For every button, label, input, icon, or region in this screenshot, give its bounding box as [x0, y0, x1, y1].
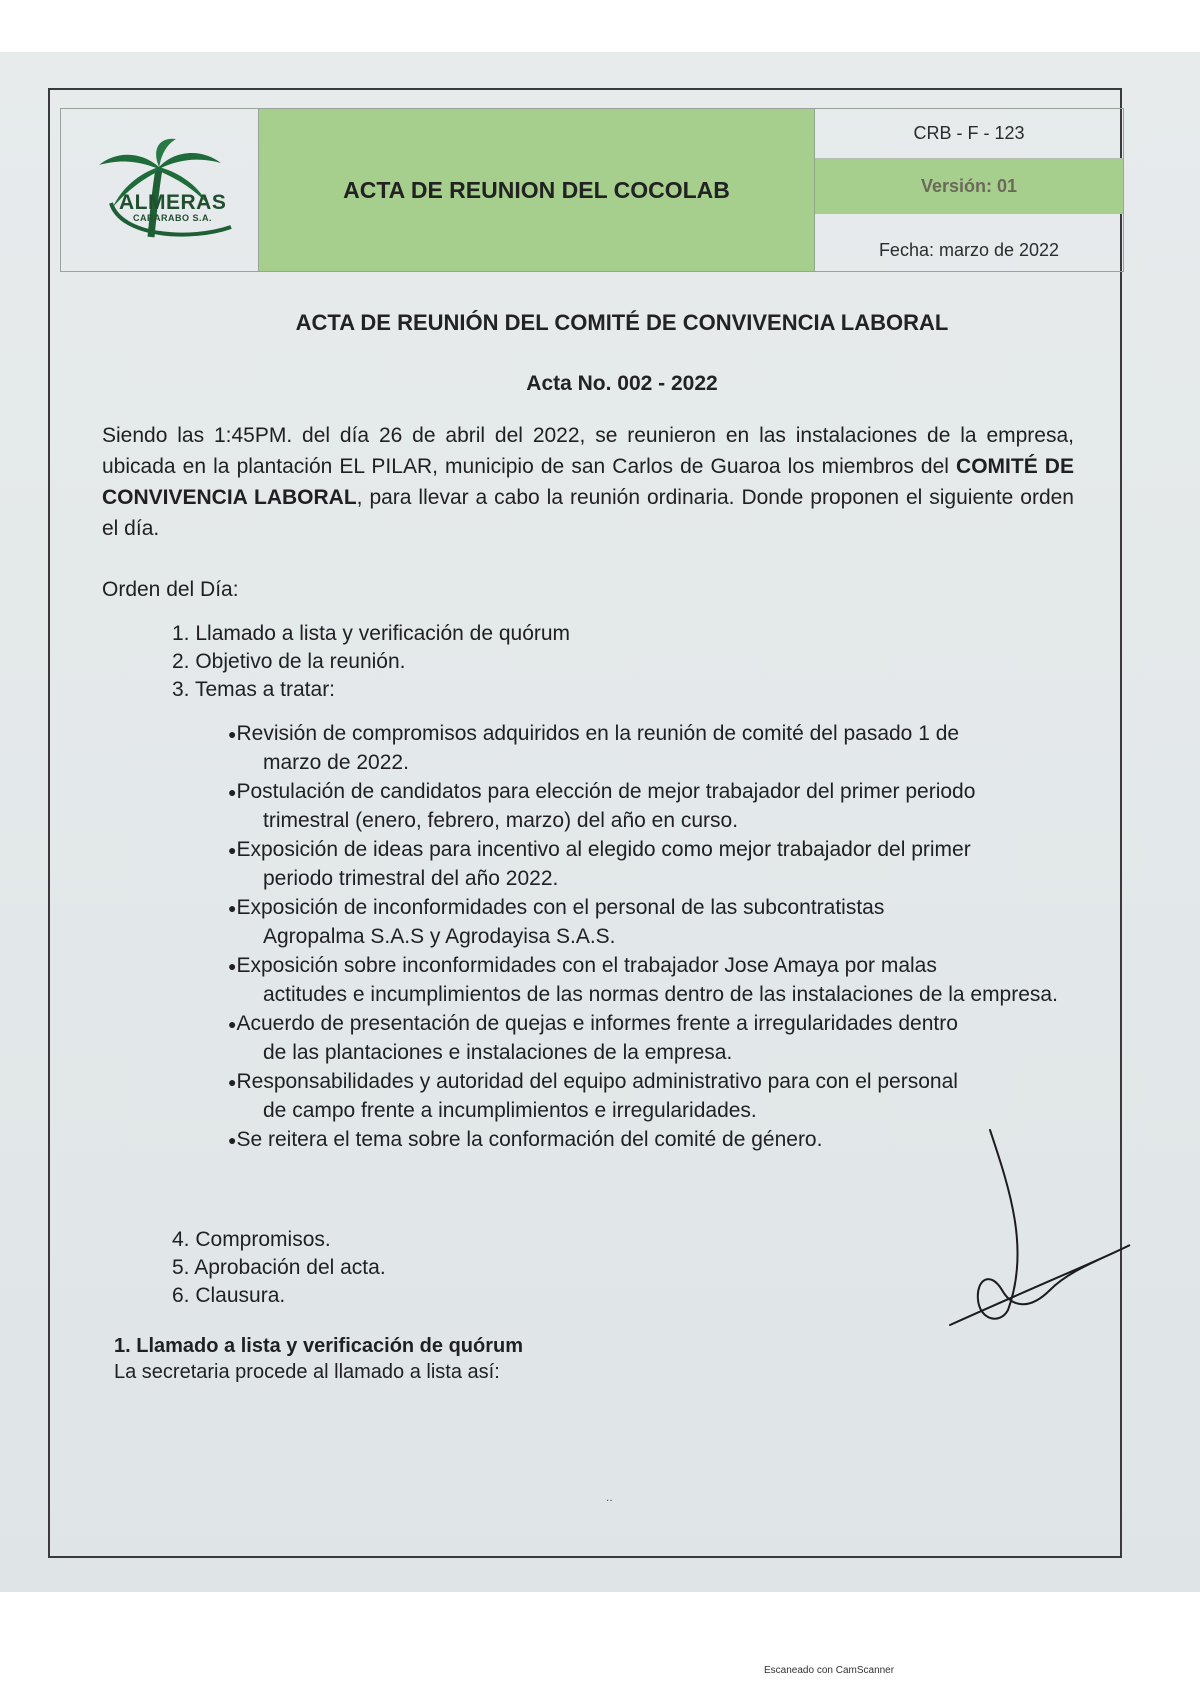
topic-item: ●Postulación de candidatos para elección de mejor trabajador del primer periodo trimestral (enero, febrero, marzo) del año en curso. [228, 780, 976, 832]
company-logo [61, 109, 259, 271]
agenda-item: 1. Llamado a lista y verificación de quórum [172, 622, 571, 645]
intro-paragraph [102, 420, 1074, 544]
document-date: Fecha: marzo de 2022 [815, 213, 1123, 271]
header-meta [815, 109, 1123, 271]
intro-text-2: , para llevar a cabo la reunión ordinaria. Donde proponen el siguiente orden el día. [102, 486, 1074, 540]
topic-item: ●Exposición de inconformidades con el personal de las subcontratistas Agropalma S.A.S y Agrodayisa S.A.S. [228, 896, 885, 948]
agenda-item: 3. Temas a tratar: [172, 678, 336, 701]
section-text: La secretaria procede al llamado a lista así: [114, 1361, 500, 1383]
logo-subtitle: CARARABO S.A. [133, 213, 213, 223]
logo-wordmark: ALMERAS [119, 191, 227, 214]
header-title-cell [259, 109, 815, 271]
intro-text-1: Siendo las 1:45PM. del día 26 de abril del 2022, se reunieron en las instalaciones de la empresa, ubicada en la plantación EL PILAR, municipio de san Carlos de Guaroa los miembros del [102, 424, 1074, 478]
signature-mark [930, 1120, 1140, 1340]
agenda-label: Orden del Día: [102, 578, 239, 601]
intro-committee-name: COMITÉ DE CONVIVENCIA LABORAL [102, 455, 1074, 509]
agenda-item: 5. Aprobación del acta. [172, 1256, 386, 1279]
document-header [60, 108, 1124, 272]
acta-number: Acta No. 002 - 2022 [526, 372, 718, 395]
topic-item: ●Revisión de compromisos adquiridos en la reunión de comité del pasado 1 de marzo de 2022. [228, 722, 960, 774]
document-version: Versión: 01 [815, 159, 1123, 213]
topic-item: ●Responsabilidades y autoridad del equipo administrativo para con el personal de campo frente a incumplimientos e irregularidades. [228, 1070, 958, 1122]
scanner-footer: Escaneado con CamScanner [764, 1665, 895, 1676]
topics-list [228, 720, 1074, 1157]
agenda-item: 4. Compromisos. [172, 1228, 331, 1251]
agenda-item: 2. Objetivo de la reunión. [172, 650, 406, 673]
topic-item: ●Exposición sobre inconformidades con el trabajador Jose Amaya por malas actitudes e incumplimientos de las normas dentro de las instalaciones de la empresa. [228, 954, 1058, 1006]
page-dots: .. [606, 1490, 613, 1504]
page-title: ACTA DE REUNIÓN DEL COMITÉ DE CONVIVENCIA LABORAL [295, 310, 949, 335]
section-heading: 1. Llamado a lista y verificación de quórum [114, 1335, 524, 1357]
topic-item: ●Acuerdo de presentación de quejas e informes frente a irregularidades dentro de las plantaciones e instalaciones de la empresa. [228, 1012, 958, 1064]
header-title: ACTA DE REUNION DEL COCOLAB [343, 176, 730, 203]
document-code: CRB - F - 123 [815, 109, 1123, 159]
agenda-item: 6. Clausura. [172, 1284, 286, 1307]
topic-item: ●Se reitera el tema sobre la conformación del comité de género. [228, 1128, 823, 1151]
topic-item: ●Exposición de ideas para incentivo al elegido como mejor trabajador del primer periodo trimestral del año 2022. [228, 838, 971, 890]
